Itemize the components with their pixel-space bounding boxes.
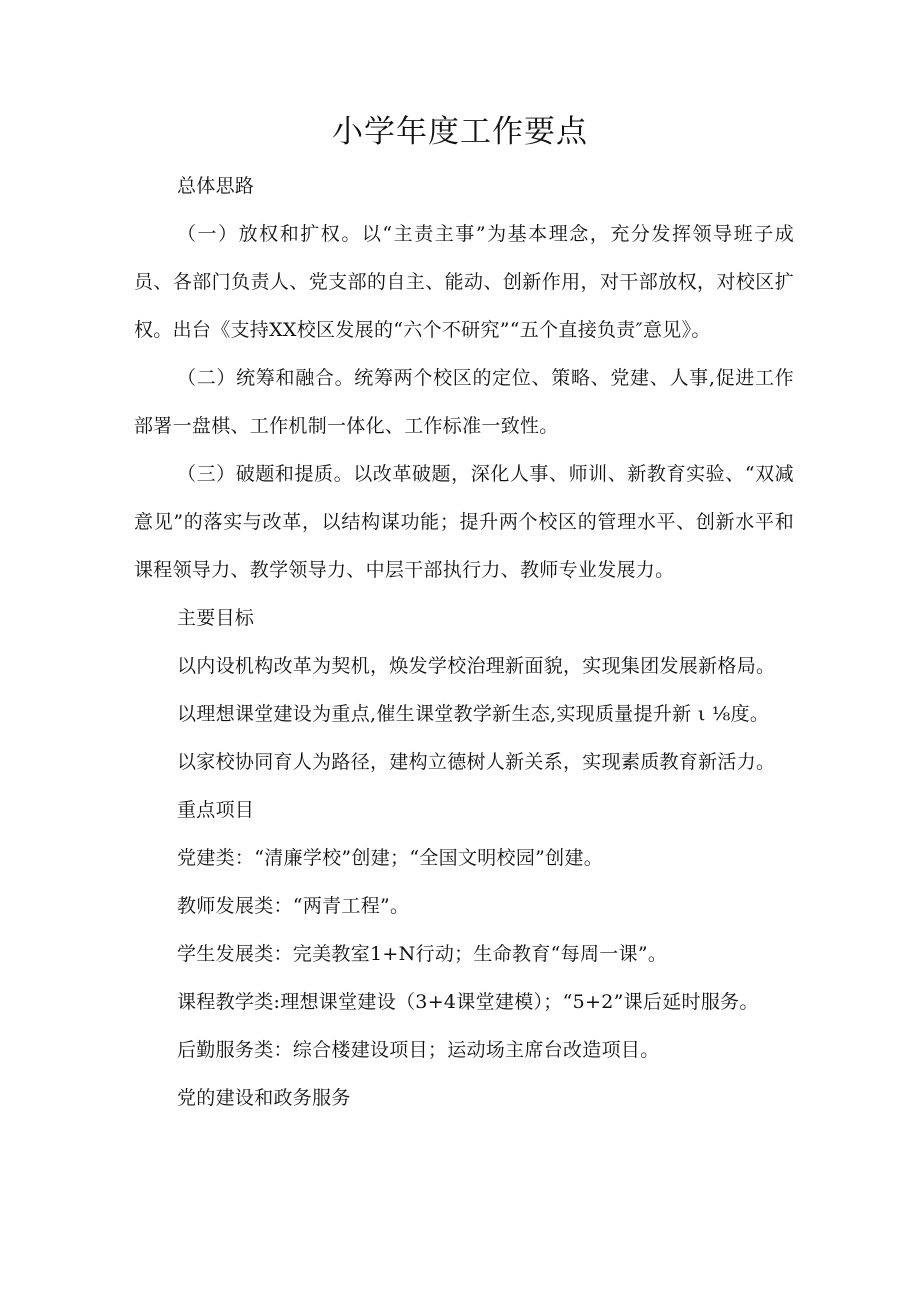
- project-item-party: 党建类：“清廉学校”创建；“全国文明校园”创建。: [177, 847, 604, 869]
- project-item-curriculum: 课程教学类:理想课堂建设（3+4课堂建模）；“5+2”课后延时服务。: [177, 991, 759, 1013]
- section-heading-party-building: 党的建设和政务服务: [177, 1087, 351, 1109]
- section-heading-main-goals: 主要目标: [177, 607, 255, 629]
- project-item-logistics: 后勤服务类：综合楼建设项目；运动场主席台改造项目。: [177, 1039, 660, 1061]
- project-item-student: 学生发展类：完美教室1+N行动；生命教育“每周一课”。: [177, 943, 668, 965]
- document-body: [134, 162, 794, 1122]
- paragraph-delegation: （一）放权和扩权。以“主责主事”为基本理念，充分发挥领导班子成员、各部门负责人、党支部的自主、能动、创新作用，对干部放权，对校区扩权。出台《支持XX校区发展的“六个不研究”“五个直接负责″意见》。: [134, 223, 794, 341]
- paragraph-integration: （二）统筹和融合。统筹两个校区的定位、策略、党建、人事,促进工作部署一盘棋、工作机制一体化、工作标准一致性。: [134, 367, 794, 437]
- project-item-teacher: 教师发展类：“两青工程”。: [177, 895, 410, 917]
- goal-item-1: 以内设机构改革为契机，焕发学校治理新面貌，实现集团发展新格局。: [177, 655, 776, 677]
- section-heading-overall-approach: 总体思路: [177, 175, 255, 197]
- document-title: 小学年度工作要点: [332, 114, 588, 150]
- goal-item-2: 以理想课堂建设为重点,催生课堂教学新生态,实现质量提升新 ι ⅛度。: [177, 703, 770, 725]
- paragraph-quality: （三）破题和提质。以改革破题，深化人事、师训、新教育实验、“双减意见”的落实与改革，以结构谋功能；提升两个校区的管理水平、创新水平和课程领导力、教学领导力、中层干部执行力、教师专业发展力。: [134, 463, 794, 581]
- section-heading-key-projects: 重点项目: [177, 799, 255, 821]
- goal-item-3: 以家校协同育人为路径，建构立德树人新关系，实现素质教育新活力。: [177, 751, 776, 773]
